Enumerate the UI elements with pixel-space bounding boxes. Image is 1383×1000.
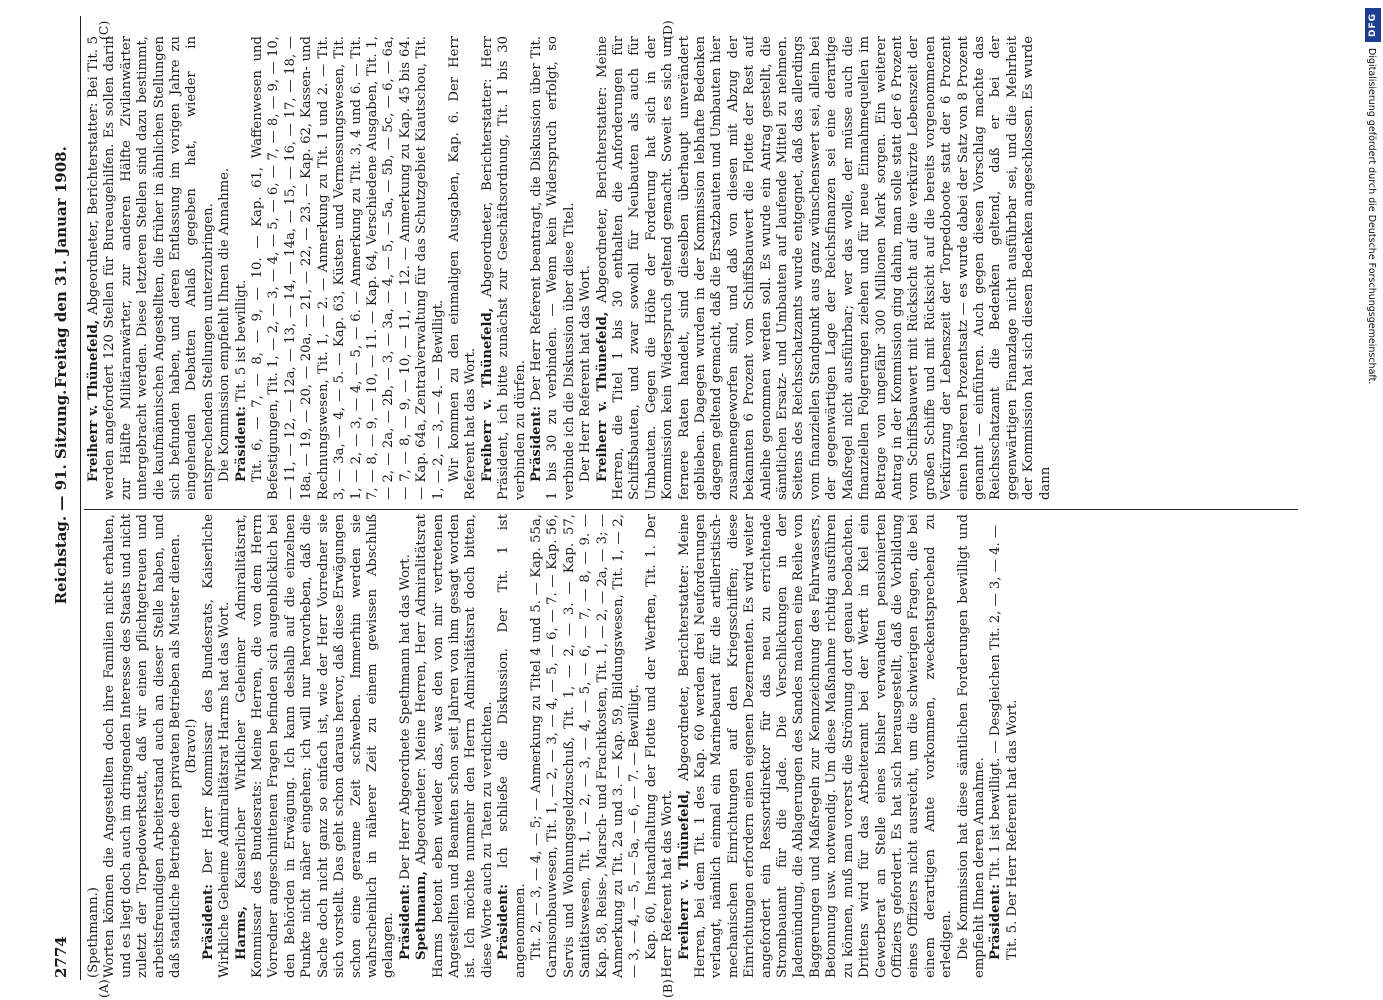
speaker-name: Präsident:: [233, 405, 249, 482]
speaker-name: Freiherr v. Thünefeld,: [86, 319, 101, 482]
speaker-name: Präsident:: [397, 883, 413, 960]
paragraph-text: Tit. 1 ist bewilligt. — Desgleichen Tit. 2, — 3, — 4. —: [988, 524, 1004, 884]
paragraph-text: Abgeordneter, Berichterstatter: Bei Tit. 5 werden angefordert 120 Stellen für Bureaugehilfen. Es sollen darin zur Hälfte Militäranwärter, zur anderen Hälfte Zivilanwärter untergebracht werden. Diese letzteren Stellen sind dazu bestimmt, die kaufmännischen Angestellten, die früher in ähnlichen Stellungen sich befunden haben, und deren Entlassung im vorigen Jahre zu eingehenden Debatten Anlaß gegeben hat, wieder in entsprechenden Stellungen unterzubringen.: [86, 36, 216, 500]
session-date: Freitag den 31. Januar 1908.: [52, 146, 70, 388]
paragraph-text: Tit. 6, — 7, — 8, — 9, — 10. — Kap. 61, Waffenwesen und Befestigungen, Tit. 1, — 2, — 3, — 4, — 5, — 6, — 7, — 8, — 9, — 10, — 11, — 12, — 12a, — 13, — 14, — 14a, — 15, — 16, — 17, — 18, — 18a, — 19, — 20, — 20a, — 21, — 22, — 23. — Kap. 62, Kassen- und Rechnungswesen, Tit. 1, — 2. — Anmerkung zu Tit. 1 und 2. — Tit. 3, — 3a, — 4, — 5. — Kap. 63, Küsten- und Vermessungswesen, Tit. 1, — 2, — 3, — 4, — 5, — 6. — Anmerkung zu Tit. 3, 4 und 6. — Tit. 7, — 8, — 9, — 10, — 11. — Kap. 64, Verschiedene Ausgaben, Tit. 1, — 2, — 2a, — 2b, — 3, — 3a, — 4, — 5, — 5a, — 5b, — 5c, — 6, — 6a, — 7, — 8, — 9, — 10, — 11, — 12. — Anmerkung zu Kap. 45 bis 64. — Kap. 64a, Zentralverwaltung für das Schutzgebiet Kiautschou, Tit. 1, — 2, — 3, — 4. — Bewilligt.: [250, 36, 446, 500]
left-column-paragraph: [201, 514, 234, 978]
paragraph-text: Die Kommission hat diese sämtlichen Forderungen bewilligt und empfiehlt Ihnen deren Annahme.: [955, 514, 987, 978]
right-column-paragraph: [217, 36, 233, 500]
paragraph-text: Abgeordneter, Berichterstatter: Meine Herren, bei dem Tit. 1 des Kap. 60 werden drei Neuforderungen verlangt, nämlich einmal ein Marinebaurat für die artilleristisch-mechanischen Einrichtungen auf den Kriegsschiffen; diese Einrichtungen erfordern einen eigenen Dezernenten. Es wird weiter angefordert ein Ressortdirektor für das neu zu errichtende Strombauamt für die Jade. Die Verschlickungen in der Jademündung, die Ablagerungen des Sandes machen eine Reihe von Baggerungen und Maßregeln zur Kennzeichnung des Fahrwassers, Betonnung usw. notwendig. Um diese Maßnahme richtig ausführen zu können, muß man vorerst die Strömung dort genau beobachten. Drittens wird für das Arbeiteramt bei der Werft in Kiel ein Gewerberat an Stelle eines bisher verwandten pensionierten Offiziers gefordert. Es hat sich herausgestellt, daß die Vorbildung eines Offiziers nicht ausreicht, um die schwierigen Fragen, die bei einem derartigen Amte vorkommen, zweckentsprechend zu erledigen.: [676, 514, 955, 978]
paragraph-text: Tit. 5 ist bewilligt.: [233, 279, 249, 406]
paragraph-text: Tit. 5. Der Herr Referent hat das Wort.: [1004, 699, 1020, 960]
speaker-name: Präsident:: [496, 883, 512, 960]
left-column-paragraph: [644, 514, 677, 978]
left-column-paragraph: [102, 514, 184, 978]
margin-marker-c: (C): [96, 20, 111, 40]
column-separator: [84, 509, 1298, 510]
left-column-paragraph: [988, 514, 1004, 978]
margin-marker-d: (D): [660, 20, 675, 40]
digitization-credit: Digitalisierung gefördert durch die Deutsche Forschungsgemeinschaft.: [1366, 48, 1377, 385]
left-column-paragraph: [234, 514, 398, 978]
paragraph-text: Tit. 2, — 3, — 4, — 5; — Anmerkung zu Titel 4 und 5. — Kap. 55a, Garnisonbauwesen, Tit. 1, — 2, — 3, — 4, — 5, — 6, — 7. — Kap. 56, Servis und Wohnungsgeldzuschuß, Tit. 1, — 2, — 3. — Kap. 57, Sanitätswesen, Tit. 1, — 2, — 3, — 4, — 5, — 6, — 7, — 8, — 9. — Kap. 58, Reise-, Marsch- und Frachtkosten, Tit. 1, — 2, — 2a, — 3; — Anmerkung zu Tit. 2a und 3. — Kap. 59, Bildungswesen, Tit. 1, — 2, — 3, — 4, — 5, — 5a, — 6, — 7. — Bewilligt.: [528, 514, 643, 978]
paragraph-text: Ich schließe die Diskussion. Der Tit. 1 ist angenommen.: [496, 514, 528, 978]
left-column-paragraph: [86, 514, 102, 978]
speaker-name: Spethmann,: [414, 870, 430, 960]
left-column-paragraph: [1005, 514, 1021, 978]
paragraph-text: Kap. 60, Instandhaltung der Flotte und der Werften, Tit. 1. Der Herr Referent hat das Wort.: [643, 514, 676, 978]
paragraph-text: Wir kommen zu den einmaligen Ausgaben, Kap. 6. Der Herr Referent hat das Wort.: [446, 36, 479, 500]
left-column-paragraph: [496, 514, 529, 978]
right-column: [86, 36, 1296, 500]
left-column-paragraph: [414, 514, 496, 978]
left-column-paragraph: [398, 514, 414, 978]
speaker-name: Freiherr v. Thünefeld,: [479, 307, 495, 482]
paragraph-text: Worten können die Angestellten doch ihre Familien nicht erhalten, und es liegt doch auch im dringenden Interesse des Staats und nicht zuletzt der Torpedowerkstatt, daß wir einen pflichtgetreuen und arbeitsfreundigen Arbeiterstand auch an dieser Stelle haben, und daß staatliche Betriebe den privaten Betrieben als Muster dienen.: [102, 514, 184, 978]
session-title: Reichstag. — 91. Sitzung.: [52, 389, 70, 605]
speaker-name: Harms,: [233, 906, 249, 960]
left-column-paragraph: [956, 514, 989, 978]
page-number: 2774: [52, 936, 70, 978]
paragraph-text: Der Herr Kommissar des Bundesrats, Kaiserliche Wirkliche Geheime Admiralitätsrat Harms hat das Wort.: [200, 514, 233, 978]
left-column-paragraph: [677, 514, 956, 978]
paragraph-text: (Bravo!): [184, 718, 200, 774]
left-column: [86, 514, 1296, 978]
speaker-name: Präsident:: [528, 405, 544, 482]
header-rule: [80, 16, 81, 980]
right-column-paragraph: [529, 36, 578, 500]
paragraph-text: (Spethmann.): [86, 887, 101, 978]
speaker-name: Präsident:: [988, 883, 1004, 960]
margin-marker-a: (A): [96, 979, 111, 998]
right-column-paragraph: [234, 36, 250, 500]
paragraph-text: Abgeordneter, Berichterstatter: Herr Präsident, ich bitte zunächst zur Geschäftsordnung, Tit. 1 bis 30 verbinden zu dürfen.: [479, 36, 528, 500]
paragraph-text: Kaiserlicher Wirklicher Geheimer Admiralitätsrat, Kommissar des Bundesrats: Meine Herren, die von dem Herrn Vorredner angeschnittenen Fragen befinden sich augenblicklich bei den Behörden in Erwägung. Ich kann deshalb auf die einzelnen Punkte nicht näher eingehen; ich will nur hervorheben, daß die Sache doch nicht ganz so einfach ist, wie der Herr Vorredner sie sich vorstellt. Das geht schon daraus hervor, daß diese Erwägungen schon eine geraume Zeit schweben. Immerhin werden sie wahrscheinlich in näherer Zeit zu einem gewissen Abschluß gelangen.: [233, 514, 397, 978]
speaker-name: Freiherr v. Thünefeld,: [594, 311, 610, 482]
dfg-credit-strip: [1365, 8, 1381, 588]
speaker-name: Präsident:: [200, 883, 216, 960]
right-column-paragraph: [578, 36, 594, 500]
left-column-paragraph: [529, 514, 644, 978]
right-column-paragraph: [595, 36, 1054, 500]
speaker-name: Freiherr v. Thünefeld,: [676, 789, 692, 960]
paragraph-text: Abgeordneter, Berichterstatter: Meine Herren, die Titel 1 bis 30 enthalten die Anforderungen für Schiffsbauten, und zwar sowohl für Neubauten als auch für Umbauten. Gegen die Höhe der Forderung hat sich in der Kommission kein Widerspruch geltend gemacht. Soweit es sich um fernere Raten handelt, sind dieselben überhaupt unverändert geblieben. Dagegen wurden in der Kommission lebhafte Bedenken dagegen geltend gemacht, daß die Ersatzbauten und Umbauten hier zusammengeworfen sind, und daß von diesen mit Abzug der bekannten 6 Prozent vom Schiffsbauwert die Flotte der Rest auf Anleihe genommen werden soll. Es wurde ein Antrag gestellt, die sämtlichen Ersatz- und Umbauten auf laufende Mittel zu nehmen. Seitens des Reichsschatzamts wurde entgegnet, daß das allerdings vom finanziellen Standpunkt aus ganz wünschenswert sei, allein bei der gegenwärtigen Lage der Reichsfinanzen sei eine derartige Maßregel nicht ausführbar; wer das wolle, der müsse auch die finanziellen Folgerungen ziehen und für neue Einnahmequellen im Betrage von ungefähr 300 Millionen Mark sorgen. Ein weiterer Antrag in der Kommission ging dahin, man solle statt der 6 Prozent vom Schiffsbauwert mit Rücksicht auf die verkürzte Lebenszeit der großen Schiffe und mit Rücksicht auf die bereits vorgenommenen Verkürzung der Lebenszeit der Torpedoboote statt der 6 Prozent einen höheren Prozentsatz — es wurde dabei der Satz von 8 Prozent genannt — einführen. Auch gegen diesen Vorschlag machte das Reichsschatzamt die Bedenken geltend, daß er bei der gegenwärtigen Finanzlage nicht ausführbar sei, und die Mehrheit der Kommission hat sich diesen Bedenken angeschlossen. Es wurde dann: [594, 36, 1053, 500]
paragraph-text: Der Herr Referent hat das Wort.: [578, 265, 594, 482]
paragraph-text: Die Kommission empfiehlt Ihnen die Annahme.: [217, 167, 233, 482]
margin-marker-b: (B): [660, 979, 675, 998]
dfg-logo: DFG: [1365, 8, 1381, 42]
right-column-paragraph: [480, 36, 529, 500]
paragraph-text: Der Herr Abgeordnete Spethmann hat das Wort.: [397, 554, 413, 884]
right-column-paragraph: [86, 36, 217, 500]
paragraph-text: Abgeordneter: Meine Herren, Herr Admiralitätsrat Harms betont eben wieder das, was den von mir vertretenen Angestellten und Beamten schon seit Jahren von ihm gesagt worden ist. Ich möchte nunmehr den Herrn Admiralitätsrat doch bitten, diese Worte auch zu Taten zu verdichten.: [414, 514, 495, 978]
page-header: [52, 16, 76, 978]
right-column-paragraph: [447, 36, 480, 500]
left-column-paragraph: [184, 514, 200, 978]
right-column-paragraph: [250, 36, 447, 500]
paragraph-text: Der Herr Referent beantragt, die Diskussion über Tit. 1 bis 30 zu verbinden. — Wenn kein Widerspruch erfolgt, so verbinde ich die Diskussion über diese Titel.: [528, 36, 577, 500]
